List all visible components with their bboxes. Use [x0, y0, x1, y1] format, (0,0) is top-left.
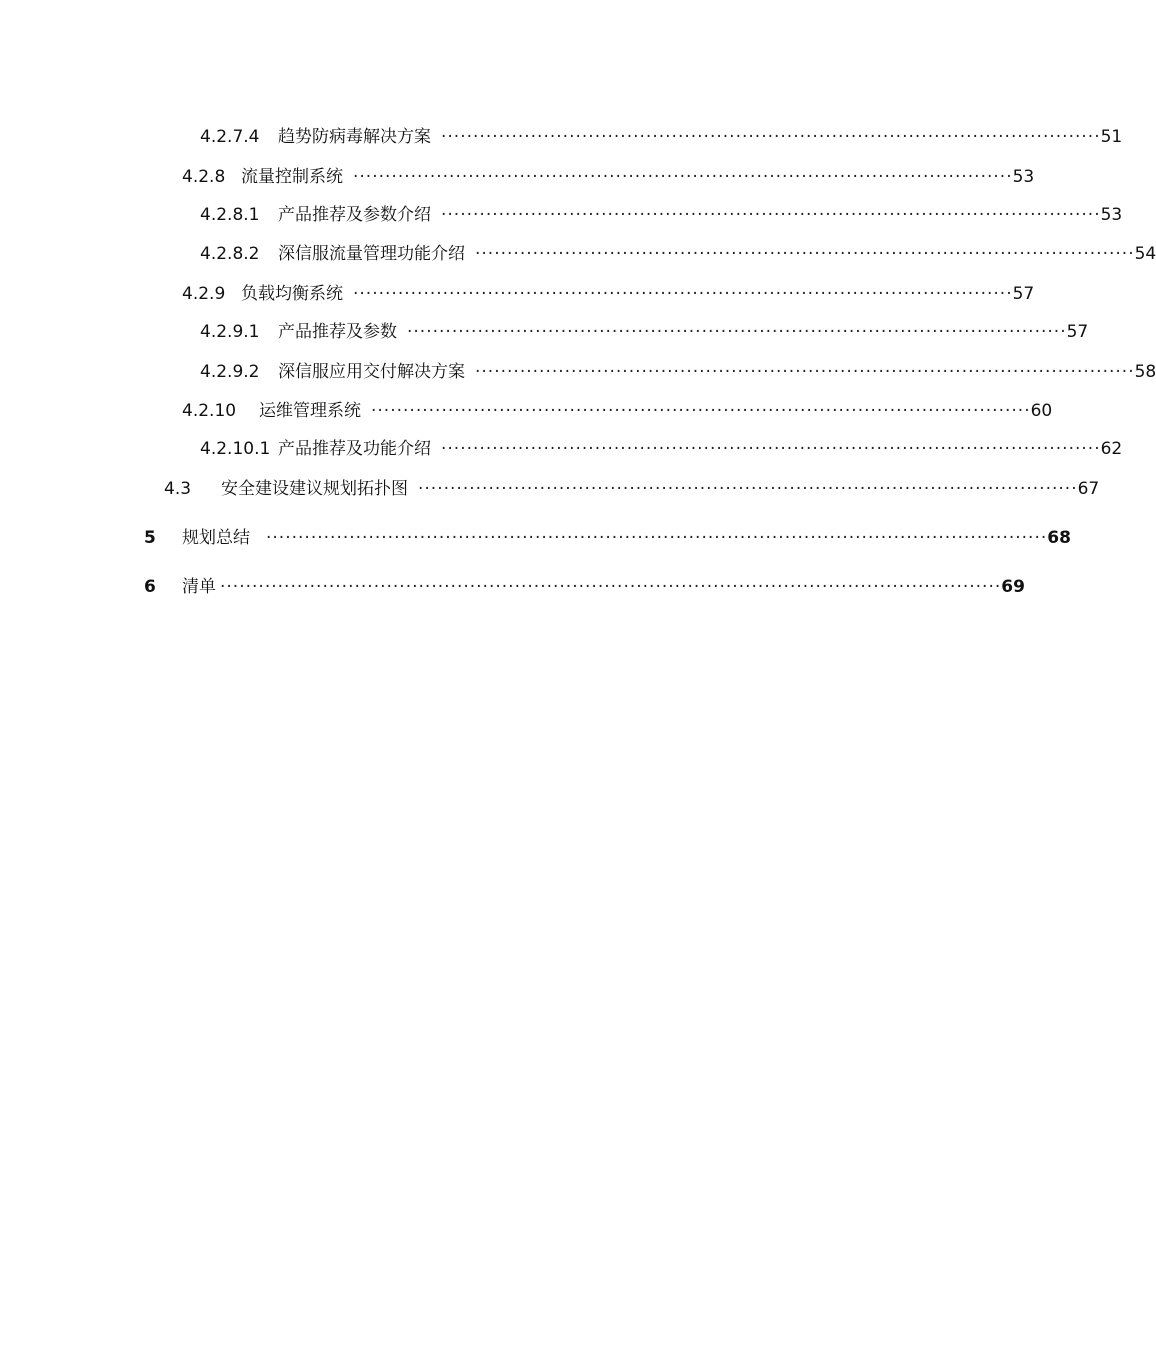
toc-entry-number: 4.2.7.4	[200, 127, 260, 147]
toc-leader-dots: ·······································································································	[441, 205, 1101, 225]
toc-entry-title: 产品推荐及参数	[278, 322, 397, 342]
toc-entry[interactable]	[200, 124, 1123, 148]
toc-page-number: 53	[1012, 167, 1035, 187]
toc-entry-number: 4.3	[164, 479, 192, 499]
toc-leader-dots: ·······································································································	[353, 167, 1013, 187]
toc-page-number: 67	[1077, 479, 1100, 499]
toc-entry-title: 趋势防病毒解决方案	[278, 127, 431, 147]
toc-entry-number: 4.2.8	[182, 167, 226, 187]
toc-page-number: 57	[1012, 284, 1035, 304]
toc-leader-dots: ·······································································································	[475, 244, 1135, 264]
toc-entry-title: 规划总结	[182, 528, 250, 548]
toc-entry[interactable]	[200, 359, 1156, 383]
toc-entry-title: 产品推荐及功能介绍	[278, 439, 431, 459]
toc-page-number: 54	[1134, 244, 1156, 264]
toc-entry-title: 深信服应用交付解决方案	[278, 362, 465, 382]
toc-page-number: 60	[1030, 401, 1053, 421]
toc-entry-number: 4.2.9.2	[200, 362, 260, 382]
toc-entry[interactable]	[144, 574, 1025, 598]
toc-entry-title: 流量控制系统	[241, 167, 343, 187]
toc-entry[interactable]	[200, 202, 1123, 226]
toc-page-number: 53	[1100, 205, 1123, 225]
toc-page-number: 68	[1047, 528, 1071, 548]
toc-entry-number: 5	[144, 528, 156, 548]
toc-leader-dots: ·······································································································	[418, 479, 1078, 499]
toc-leader-dots: ·······································································································	[353, 284, 1013, 304]
toc-leader-dots: ··························································································································	[220, 577, 1002, 597]
toc-leader-dots: ··························································································································	[266, 528, 1048, 548]
toc-leader-dots: ·······································································································	[475, 362, 1135, 382]
toc-page-number: 57	[1066, 322, 1089, 342]
toc-entry-title: 运维管理系统	[259, 401, 361, 421]
toc-entry-number: 4.2.10.1	[200, 439, 271, 459]
toc-entry-number: 4.2.10	[182, 401, 237, 421]
toc-entry-title: 负载均衡系统	[241, 284, 343, 304]
toc-entry-number: 4.2.9	[182, 284, 226, 304]
toc-page-number: 51	[1100, 127, 1123, 147]
toc-entry[interactable]	[164, 476, 1100, 500]
toc-entry-title: 安全建设建议规划拓扑图	[221, 479, 408, 499]
toc-entry[interactable]	[200, 319, 1089, 343]
toc-leader-dots: ·······································································································	[407, 322, 1067, 342]
toc-entry[interactable]	[200, 436, 1123, 460]
toc-entry[interactable]	[182, 164, 1035, 188]
toc-entry-number: 4.2.8.1	[200, 205, 260, 225]
toc-entry[interactable]	[200, 241, 1156, 265]
toc-entry[interactable]	[144, 525, 1071, 549]
toc-page-number: 58	[1134, 362, 1156, 382]
toc-entry-number: 4.2.8.2	[200, 244, 260, 264]
toc-page-number: 69	[1001, 577, 1025, 597]
toc-entry-title: 清单	[182, 577, 216, 597]
toc-leader-dots: ·······································································································	[441, 439, 1101, 459]
toc-entry[interactable]	[182, 281, 1035, 305]
toc-entry-number: 6	[144, 577, 156, 597]
toc-entry-number: 4.2.9.1	[200, 322, 260, 342]
toc-page-number: 62	[1100, 439, 1123, 459]
toc-leader-dots: ·······································································································	[441, 127, 1101, 147]
toc-entry-title: 产品推荐及参数介绍	[278, 205, 431, 225]
toc-leader-dots: ·······································································································	[371, 401, 1031, 421]
toc-entry-title: 深信服流量管理功能介绍	[278, 244, 465, 264]
toc-entry[interactable]	[182, 398, 1053, 422]
